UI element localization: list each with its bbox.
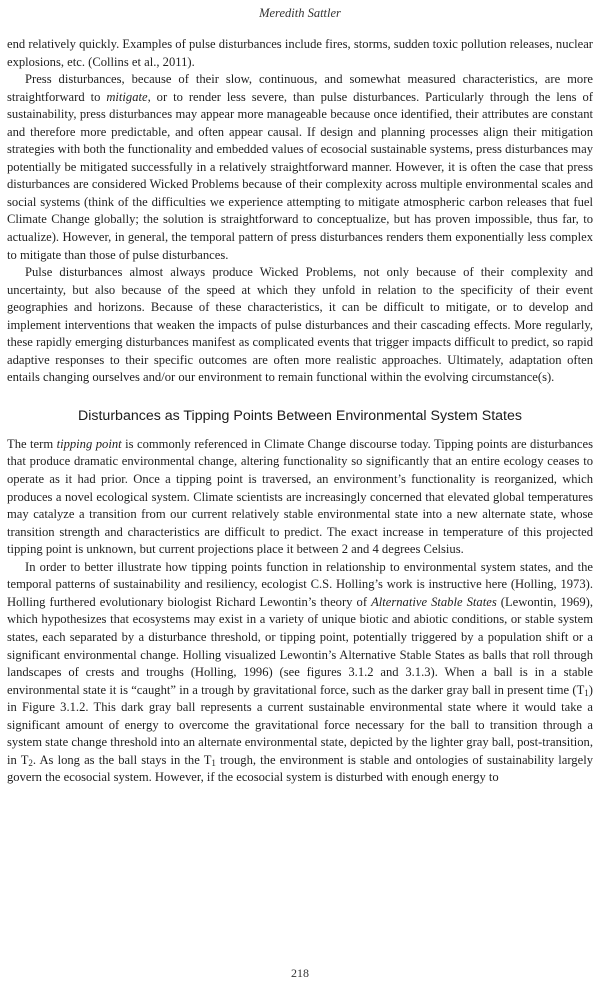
paragraph-text: (Lewontin, 1969), which hypothesizes that ecosystems may exist in a variety of unique biotic and abiotic conditions, or stable system states, each separated by a disturbance threshold, or tipping point, potentially triggered by a population shift or a significant environmental change. Holling visualized Lewontin’s Alternative Stable States as balls that roll through landscapes of crests and troughs (Holling, 1996) (see figures 3.1.2 and 3.1.3). When a ball is in a stable environmental state it is “caught” in a trough by gravitational force, such as the darker gray ball in present time (T xyxy=(7,594,593,697)
paragraph-text: In order to better illustrate how tipping points function in relationship to environmental system states, and the temporal patterns of sustainability and resiliency, ecologist C.S. Holling’s work is instructive here (Holling, 1973). Holling furthered evolutionary biologist Richard Lewontin’s theory of xyxy=(7,559,593,609)
paragraph-text: Press disturbances, because of their slow, continuous, and somewhat measured characteristics, are more straightforward to xyxy=(7,72,593,104)
running-head: Meredith Sattler xyxy=(259,6,341,20)
section-heading: Disturbances as Tipping Points Between Environmental System States xyxy=(78,407,522,424)
paragraph-text: trough, the environment is stable and ontologies of sustainability largely govern the ecosocial system. However, if the ecosocial system is disturbed with enough energy to xyxy=(7,752,593,785)
emphasis-alternative-stable-states: Alternative Stable States xyxy=(371,594,497,609)
paragraph-tipping-point xyxy=(7,436,593,559)
paragraph-press-disturbances xyxy=(7,71,593,264)
paragraph-text: end relatively quickly. Examples of pulse disturbances include fires, storms, sudden toxic pollution releases, nuclear explosions, etc. (Collins et al., 2011). xyxy=(7,37,593,69)
emphasis-tipping-point: tipping point xyxy=(56,436,122,451)
paragraph-text: Pulse disturbances almost always produce Wicked Problems, not only because of their complexity and uncertainty, but also because of the speed at which they unfold in relation to the specificity of their event geographies and horizons. Because of these characteristics, it can be difficult to mitigate, or to develop and implement interventions that weaken the impacts of pulse disturbances and their cascading effects. More regularly, these rapidly emerging disturbances manifest as complicated events that trigger impacts difficult to predict, so rapid adaptive responses to their specific outcomes are often more realistic approaches. Ultimately, adaptation often entails changing ourselves and/or our environment to remain functional within the evolving circumstance(s). xyxy=(7,265,593,385)
subscript: 1 xyxy=(584,687,589,698)
paragraph-text: ) in Figure 3.1.2. This dark gray ball represents a current sustainable environmental state where it would take a significant amount of energy to overcome the gravitational force necessary for the ball to transition through a system state change threshold into an alternate environmental state, depicted by the lighter gray ball, post-transition, in T xyxy=(7,682,593,767)
body-text xyxy=(7,36,593,787)
emphasis-mitigate: mitigate xyxy=(106,89,148,104)
page-number: 218 xyxy=(291,966,309,980)
subscript: 2 xyxy=(28,757,33,768)
paragraph-text: . As long as the ball stays in the T xyxy=(32,752,212,767)
paragraph-text: is commonly referenced in Climate Change discourse today. Tipping points are disturbances that produce dramatic environmental change, altering functionality so significantly that an entire ecology ceases to operate as it had prior. Once a tipping point is traversed, an environment’s functionality is reorganized, which produces a novel ecological system. Climate scientists are increasingly concerned that elevated global temperatures may catalyze a transition from our current relatively stable environmental state into a new alternate state, whose transition strength and characteristics are difficult to predict. The exact increase in temperature of this projected tipping point is unknown, but current projections place it between 2 and 4 degrees Celsius. xyxy=(7,436,593,557)
subscript: 1 xyxy=(211,757,216,768)
paragraph-text: The term xyxy=(7,436,57,451)
paragraph-holling xyxy=(7,559,593,787)
paragraph-text: , or to render less severe, than pulse disturbances. Particularly through the lens of sustainability, press disturbances may appear more manageable because once identified, their attributes are constant and therefore more predictable, and often appear causal. If design and planning processes align their mitigation strategies with both the functionality and embedded values of ecosocial sustainable systems, press disturbances may potentially be mitigated successfully in a relatively straightforward manner. However, it is often the case that press disturbances are considered Wicked Problems because of their complexity across multiple environmental scales and social systems (think of the difficulties we experience attempting to mitigate atmospheric carbon releases that fuel Climate Change globally; the solution is straightforward to conceptualize, but has proven impossible, thus far, to actualize). However, in general, the temporal pattern of press disturbances renders them exponentially less complex to mitigate than those of pulse disturbances. xyxy=(7,89,593,262)
paragraph-pulse-disturbances xyxy=(7,264,593,387)
paragraph-continuation xyxy=(7,36,593,71)
